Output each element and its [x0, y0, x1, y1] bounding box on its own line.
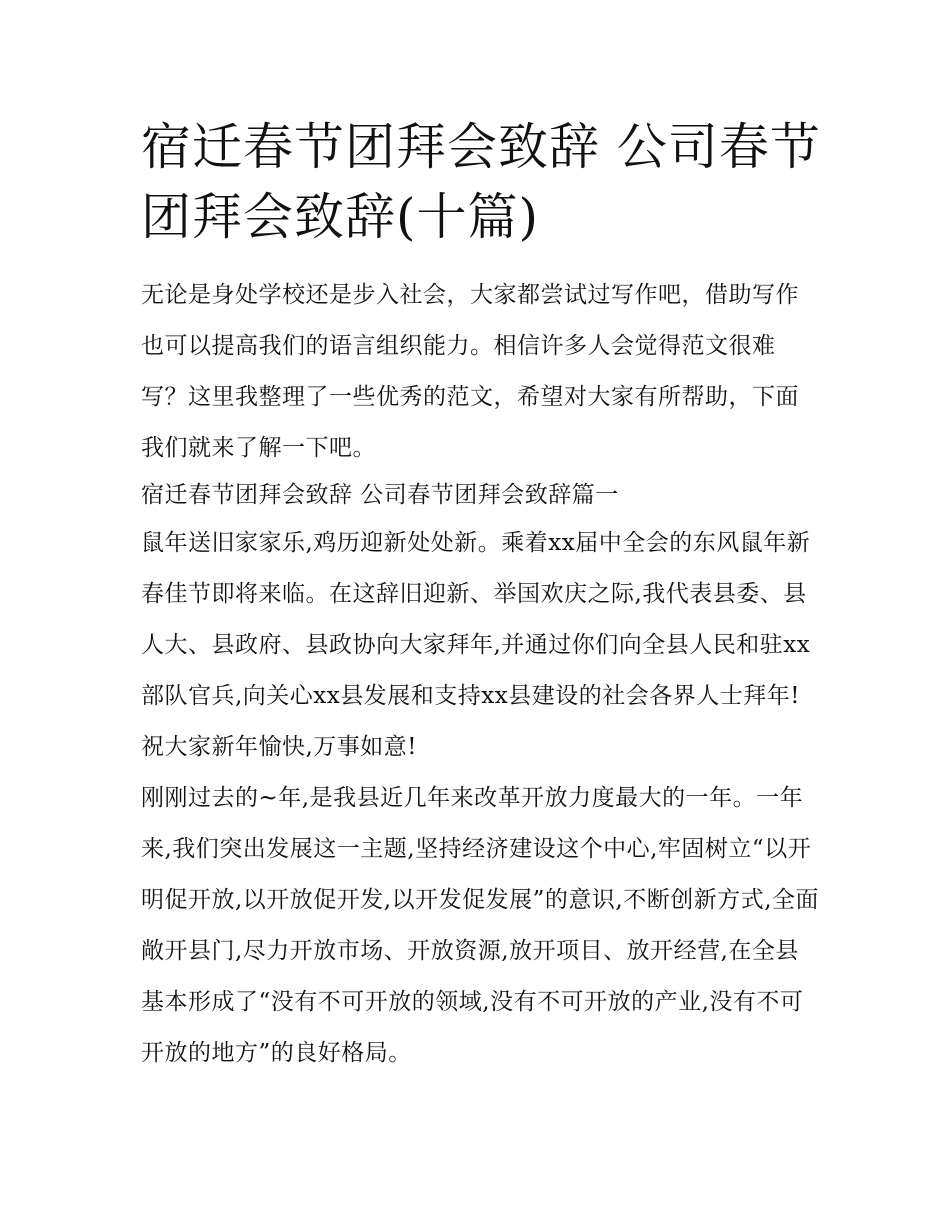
- intro-paragraph: 无论是身处学校还是步入社会，大家都尝试过写作吧，借助写作也可以提高我们的语言组织能力。相信许多人会觉得范文很难写？这里我整理了一些优秀的范文，希望对大家有所帮助，下面我们就来了解一下吧。: [141, 282, 799, 461]
- document-body: [141, 112, 821, 1079]
- body-paragraph: 刚刚过去的~年,是我县近几年来改革开放力度最大的一年。一年来,我们突出发展这一主题,坚持经济建设这个中心,牢固树立“以开明促开放,以开放促开发,以开发促发展”的意识,不断创新方式,全面敞开县门,尽力开放市场、开放资源,放开项目、放开经营,在全县基本形成了“没有不可开放的领域,没有不可开放的产业,没有不可开放的地方”的良好格局。: [141, 785, 820, 1066]
- document-title: 宿迁春节团拜会致辞 公司春节团拜会致辞(十篇): [141, 118, 821, 246]
- body-paragraph: 鼠年送旧家家乐,鸡历迎新处处新。乘着xx届中全会的东风鼠年新春佳节即将来临。在这辞旧迎新、举国欢庆之际,我代表县委、县人大、县政府、县政协向大家拜年,并通过你们向全县人民和驻xx部队官兵,向关心xx县发展和支持xx县建设的社会各界人士拜年!祝大家新年愉快,万事如意!: [141, 530, 811, 760]
- section-heading: 宿迁春节团拜会致辞 公司春节团拜会致辞篇一: [141, 482, 619, 508]
